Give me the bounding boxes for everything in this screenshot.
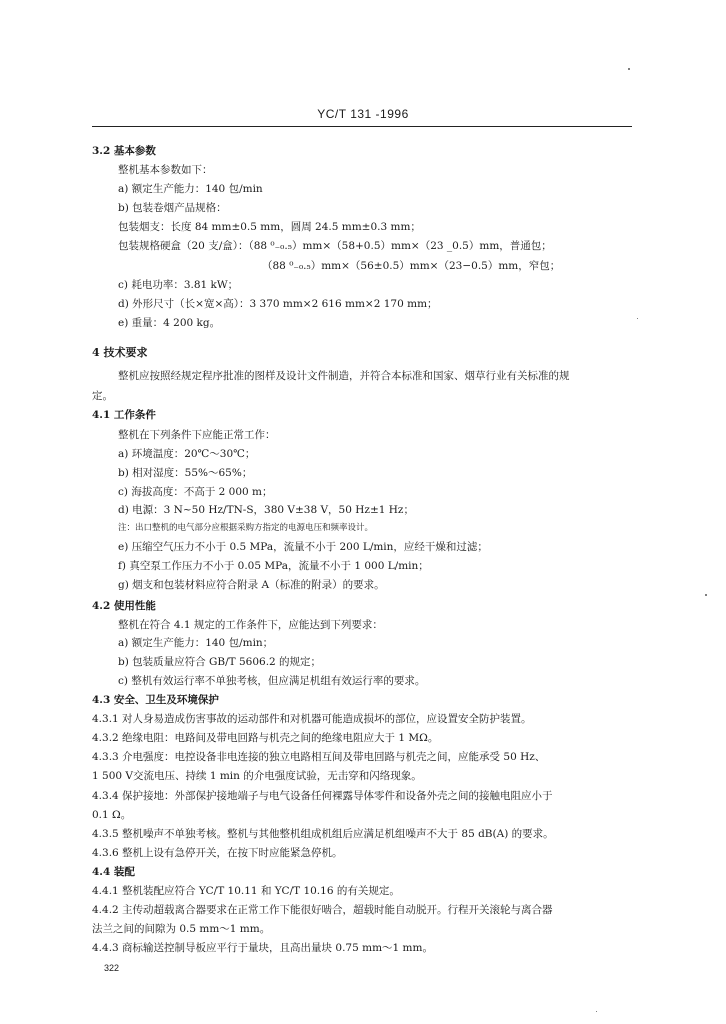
note: 注：出口整机的电气部分应根据采购方指定的电源电压和频率设计。 (118, 523, 374, 533)
scan-speck (628, 68, 630, 70)
list-item: d) 外形尺寸（长×宽×高）：3 370 mm×2 616 mm×2 170 mm； (118, 298, 438, 310)
list-item: c) 耗电功率：3.81 kW； (118, 279, 239, 291)
clause-4-3-2: 4.3.2 绝缘电阻：电路间及带电回路与机壳之间的绝缘电阻应大于 1 MΩ。 (92, 732, 439, 744)
list-item: f) 真空泵工作压力不小于 0.05 MPa，流量不小于 1 000 L/min； (118, 560, 429, 572)
list-item: g) 烟支和包装材料应符合附录 A（标准的附录）的要求。 (118, 579, 385, 591)
list-item: d) 电源：3 N~50 Hz/TN-S，380 V±38 V，50 Hz±1 Hz； (118, 504, 414, 516)
clause-continuation: 1 500 V交流电压、持续 1 min 的介电强度试验，无击穿和闪络现象。 (92, 770, 422, 782)
paragraph: 定。 (92, 390, 113, 402)
clause-4-4-2: 4.4.2 主传动超载离合器要求在正常工作下能很好啮合，超载时能自动脱开。行程开关滚轮与离合器 (92, 904, 553, 916)
paragraph: 包装规格硬盒（20 支/盒）：（88 ⁰₋₀.₅）mm×（58+0.5）mm×（23 _0.5）mm，普通包； (118, 240, 552, 252)
section-4-1-heading: 4.1 工作条件 (92, 409, 156, 421)
list-item: c) 整机有效运行率不单独考核，但应满足机组有效运行率的要求。 (118, 675, 426, 687)
running-header: YC/T 131 -1996 (317, 107, 409, 121)
list-item: b) 包装卷烟产品规格： (118, 202, 227, 214)
header-rule (92, 126, 632, 127)
list-item: e) 压缩空气压力不小于 0.5 MPa，流量不小于 200 L/min，应经干燥和过滤； (118, 541, 488, 553)
section-4-2-heading: 4.2 使用性能 (92, 600, 156, 612)
page-number: 322 (104, 963, 120, 973)
section-4-3-heading: 4.3 安全、卫生及环境保护 (92, 694, 219, 706)
section-3-2-heading: 3.2 基本参数 (92, 145, 156, 157)
paragraph: （88 ⁰₋₀.₅）mm×（56±0.5）mm×（23−0.5）mm，窄包； (262, 260, 561, 272)
list-item: a) 额定生产能力：140 包/min； (118, 637, 274, 649)
clause-4-3-4: 4.3.4 保护接地：外部保护接地端子与电气设备任何裸露导体零件和设备外壳之间的接触电阻应小于 (92, 790, 553, 802)
clause-4-4-3: 4.4.3 商标输送控制导板应平行于量块，且高出量块 0.75 mm～1 mm。 (92, 942, 433, 954)
list-item: c) 海拔高度：不高于 2 000 m； (118, 486, 273, 498)
paragraph: 整机基本参数如下： (118, 164, 213, 176)
clause-continuation: 法兰之间的间隙为 0.5 mm～1 mm。 (92, 923, 271, 935)
clause-continuation: 0.1 Ω。 (92, 809, 132, 821)
clause-4-4-1: 4.4.1 整机装配应符合 YC/T 10.11 和 YC/T 10.16 的有关规定。 (92, 885, 400, 897)
section-4-heading: 4 技术要求 (92, 346, 148, 359)
scan-speck (596, 1011, 597, 1012)
clause-4-3-3: 4.3.3 介电强度：电控设备非电连接的独立电路相互间及带电回路与机壳之间，应能承受 50 Hz、 (92, 751, 546, 763)
list-item: b) 相对湿度：55%～65%； (118, 467, 253, 479)
list-item: e) 重量：4 200 kg。 (118, 317, 221, 329)
section-4-4-heading: 4.4 装配 (92, 866, 135, 878)
scan-speck (637, 318, 638, 319)
paragraph: 整机在下列条件下应能正常工作： (118, 429, 276, 441)
paragraph: 整机在符合 4.1 规定的工作条件下，应能达到下列要求： (118, 619, 383, 631)
clause-4-3-5: 4.3.5 整机噪声不单独考核。整机与其他整机组成机组后应满足机组噪声不大于 85 dB(A) 的要求。 (92, 828, 554, 840)
paragraph: 整机应按照经规定程序批准的图样及设计文件制造，并符合本标准和国家、烟草行业有关标准的规 (118, 370, 570, 382)
list-item: b) 包装质量应符合 GB/T 5606.2 的规定； (118, 656, 322, 668)
clause-4-3-6: 4.3.6 整机上设有急停开关，在按下时应能紧急停机。 (92, 847, 343, 859)
clause-4-3-1: 4.3.1 对人身易造成伤害事故的运动部件和对机器可能造成损坏的部位，应设置安全防护装置。 (92, 713, 532, 725)
list-item: a) 环境温度：20℃～30℃； (118, 448, 256, 460)
scan-speck (705, 594, 707, 596)
list-item: a) 额定生产能力：140 包/min (118, 183, 263, 195)
paragraph: 包装烟支：长度 84 mm±0.5 mm，圆周 24.5 mm±0.3 mm； (118, 221, 421, 233)
